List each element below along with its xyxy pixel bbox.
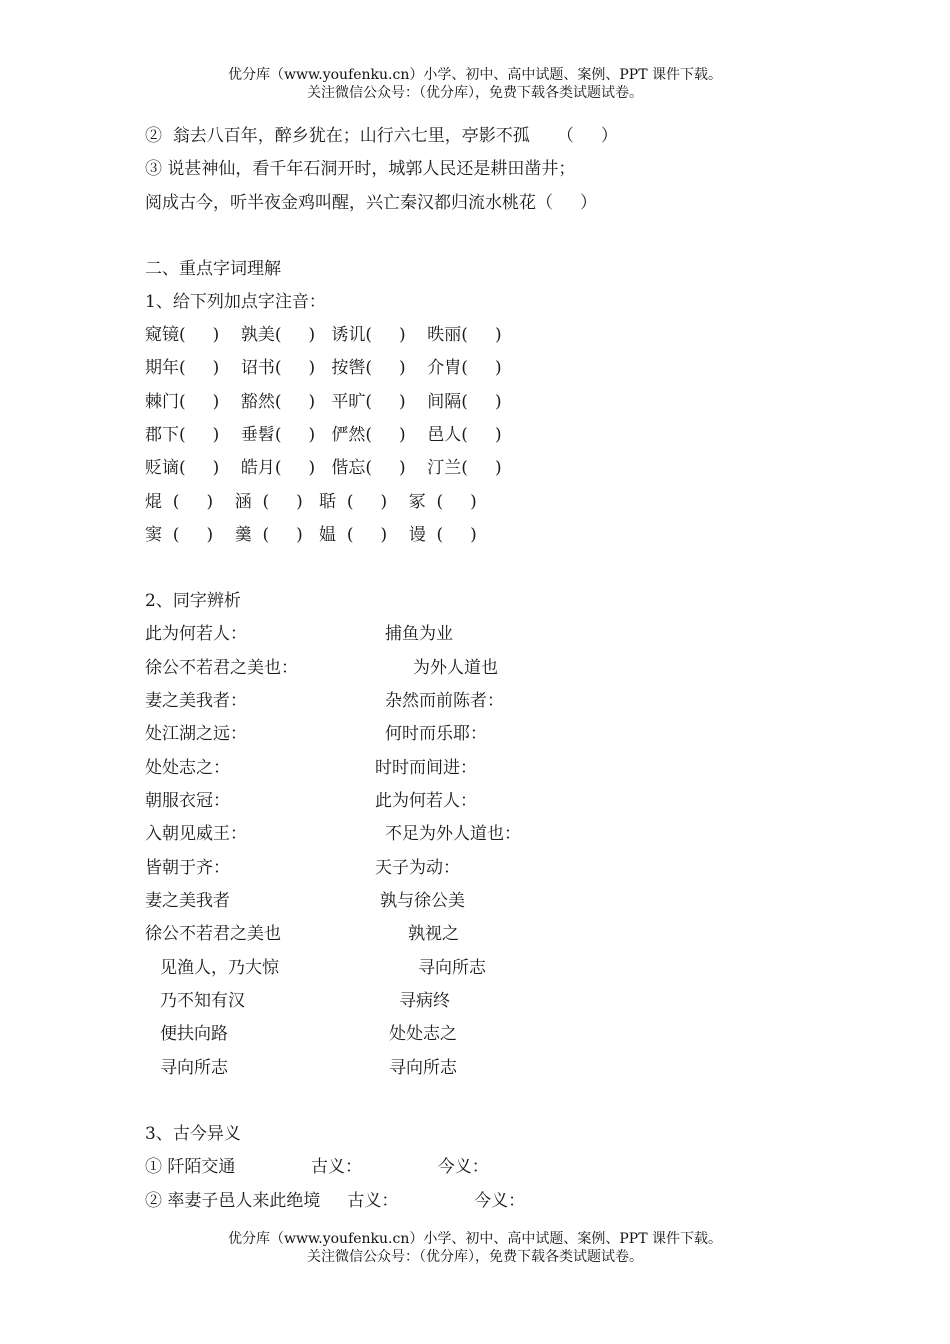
pair-right: 为外人道也 [413, 658, 498, 678]
page-header-line-2: 关注微信公众号：（优分库），免费下载各类试题试卷。 [307, 85, 643, 101]
pair-right: 寻病终 [399, 991, 450, 1011]
pinyin-row: 郡下( ) 垂髫( ) 俨然( ) 邑人( ) [145, 425, 502, 445]
pair-right: 处处志之 [389, 1024, 457, 1044]
pair-left: 妻之美我者： [145, 691, 247, 711]
question-3-title: 3、古今异义 [145, 1124, 241, 1144]
pair-right: 捕鱼为业 [385, 624, 453, 644]
pair-right: 天子为动： [375, 858, 460, 878]
page-footer-line-1: 优分库（www.youfenku.cn）小学、初中、高中试题、案例、PPT 课件下载。 [227, 1231, 722, 1247]
couplet-item-2: ② 翁去八百年，醉乡犹在；山行六七里，亭影不孤 （ ） [145, 126, 618, 146]
pair-left: 见渔人，乃大惊 [160, 958, 279, 978]
pair-right: 寻向所志 [418, 958, 486, 978]
pair-left: 此为何若人： [145, 624, 247, 644]
pair-left: 乃不知有汉 [160, 991, 245, 1011]
question-1-title: 1、给下列加点字注音： [145, 292, 326, 312]
pair-right: 杂然而前陈者： [385, 691, 504, 711]
pair-left: 便扶向路 [160, 1024, 228, 1044]
pair-left: 寻向所志 [160, 1058, 228, 1078]
pair-right: 何时而乐耶： [385, 724, 487, 744]
pair-right: 孰与徐公美 [380, 891, 465, 911]
pinyin-row: 焜 ( ) 涵 ( ) 聒 ( ) 冢 ( ) [145, 492, 477, 512]
page-header-line-1: 优分库（www.youfenku.cn）小学、初中、高中试题、案例、PPT 课件下载。 [227, 67, 722, 83]
ancient-modern-item-1: ① 阡陌交通 古义： 今义： [145, 1157, 489, 1177]
couplet-item-3-line-1: ③ 说甚神仙，看千年石洞开时，城郭人民还是耕田凿井； [145, 159, 576, 179]
pinyin-row: 贬谪( ) 皓月( ) 偕忘( ) 汀兰( ) [145, 458, 502, 478]
pair-left: 皆朝于齐： [145, 858, 230, 878]
pair-left: 朝服衣冠： [145, 791, 230, 811]
pinyin-row: 窥镜( ) 孰美( ) 诱讥( ) 昳丽( ) [145, 325, 502, 345]
pinyin-row: 期年( ) 诏书( ) 按辔( ) 介胄( ) [145, 358, 502, 378]
pinyin-row: 棘门( ) 豁然( ) 平旷( ) 间隔( ) [145, 392, 502, 412]
pair-right: 孰视之 [408, 924, 459, 944]
pair-left: 入朝见威王： [145, 824, 247, 844]
pair-left: 处处志之： [145, 758, 230, 778]
pair-right: 寻向所志 [389, 1058, 457, 1078]
pair-left: 妻之美我者 [145, 891, 230, 911]
couplet-item-3-line-2: 阅成古今，听半夜金鸡叫醒，兴亡秦汉都归流水桃花（ ） [145, 193, 598, 213]
pair-left: 徐公不若君之美也： [145, 658, 298, 678]
pinyin-row: 窦 ( ) 羹 ( ) 媪 ( ) 谩 ( ) [145, 525, 477, 545]
pair-right: 时时而间进： [375, 758, 477, 778]
pair-left: 徐公不若君之美也 [145, 924, 281, 944]
question-2-title: 2、同字辨析 [145, 591, 241, 611]
pair-right: 此为何若人： [375, 791, 477, 811]
ancient-modern-item-2: ② 率妻子邑人来此绝境 古义： 今义： [145, 1191, 526, 1211]
section-title: 二、重点字词理解 [145, 259, 281, 279]
pair-right: 不足为外人道也： [385, 824, 521, 844]
pair-left: 处江湖之远： [145, 724, 247, 744]
page-footer-line-2: 关注微信公众号：（优分库），免费下载各类试题试卷。 [307, 1249, 643, 1265]
